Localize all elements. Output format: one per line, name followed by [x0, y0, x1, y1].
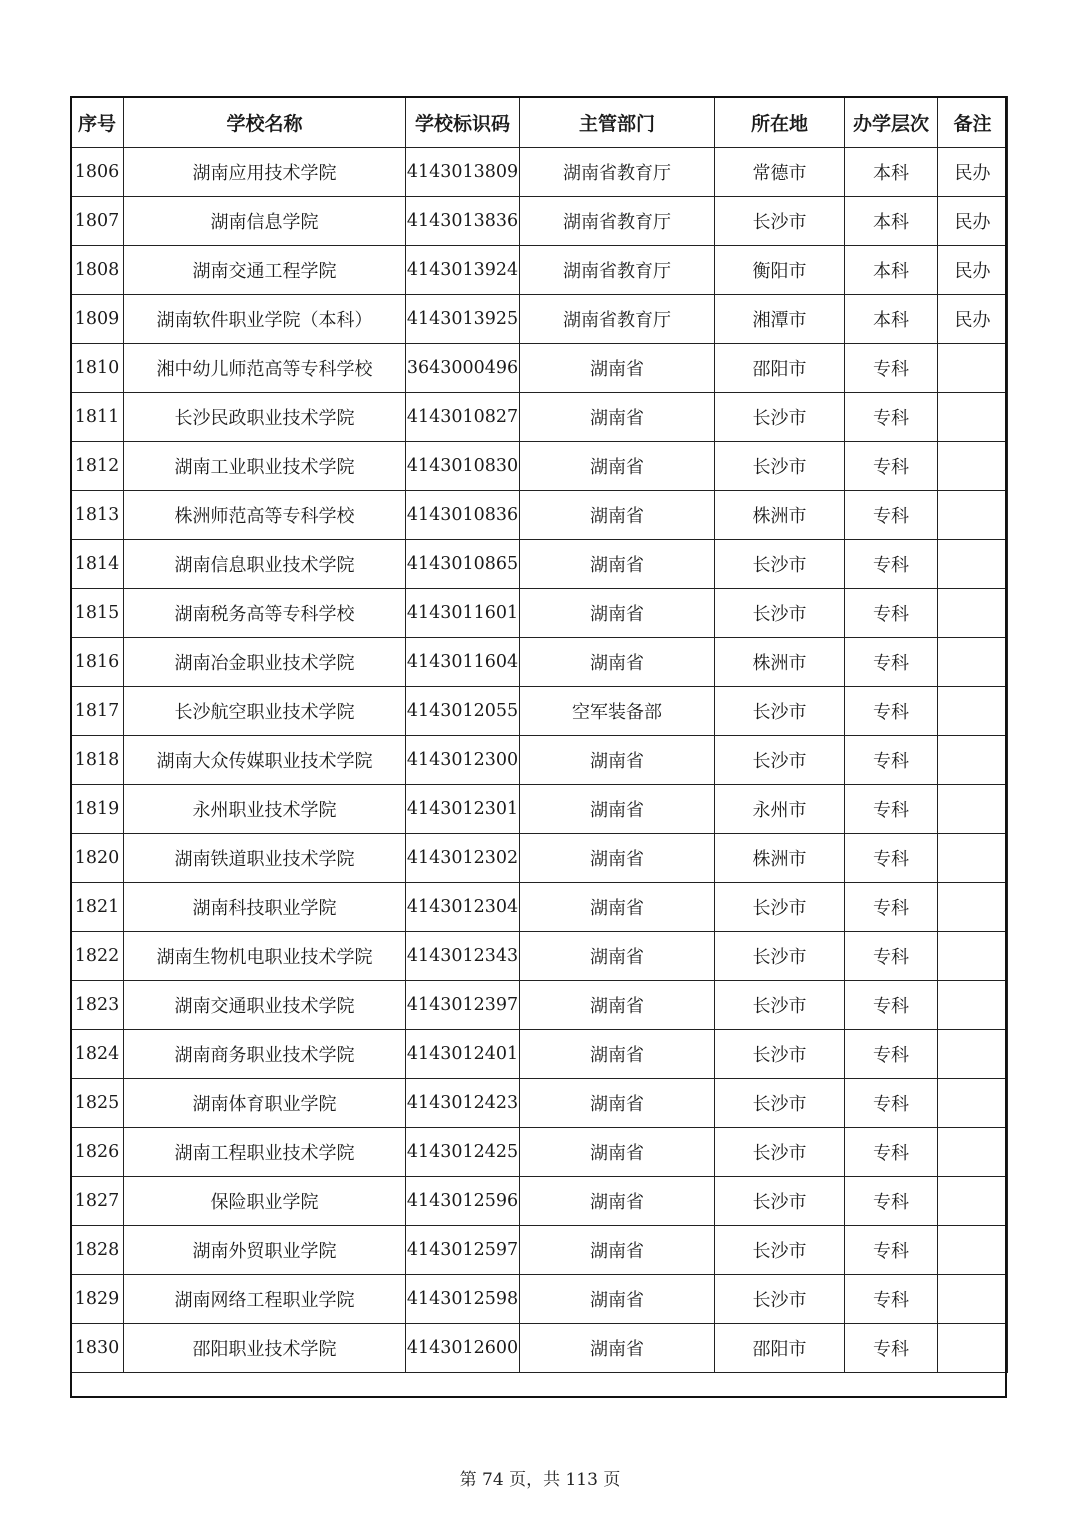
school-code-cell: 4143013836	[406, 197, 520, 246]
remark-cell: 民办	[938, 295, 1008, 344]
remark-cell	[938, 883, 1008, 932]
school-code-cell: 4143012301	[406, 785, 520, 834]
school-code-cell: 4143013924	[406, 246, 520, 295]
header-remark: 备注	[938, 97, 1008, 148]
seq-cell: 1813	[71, 491, 124, 540]
school-name-cell: 湖南工程职业技术学院	[124, 1128, 406, 1177]
header-level: 办学层次	[845, 97, 938, 148]
school-name-cell: 保险职业学院	[124, 1177, 406, 1226]
location-cell: 长沙市	[715, 442, 845, 491]
seq-cell: 1811	[71, 393, 124, 442]
school-code-cell: 4143012343	[406, 932, 520, 981]
location-cell: 长沙市	[715, 540, 845, 589]
seq-cell: 1826	[71, 1128, 124, 1177]
table-row	[71, 981, 1008, 1030]
remark-cell	[938, 687, 1008, 736]
department-cell: 湖南省	[520, 981, 715, 1030]
school-code-cell: 4143012597	[406, 1226, 520, 1275]
department-cell: 湖南省	[520, 932, 715, 981]
level-cell: 专科	[845, 1177, 938, 1226]
remark-cell	[938, 981, 1008, 1030]
remark-cell	[938, 491, 1008, 540]
seq-cell: 1830	[71, 1324, 124, 1373]
table-row	[71, 246, 1008, 295]
remark-cell	[938, 442, 1008, 491]
seq-cell: 1810	[71, 344, 124, 393]
level-cell: 专科	[845, 442, 938, 491]
department-cell: 湖南省教育厅	[520, 246, 715, 295]
department-cell: 湖南省	[520, 540, 715, 589]
school-code-cell: 4143012304	[406, 883, 520, 932]
remark-cell	[938, 1079, 1008, 1128]
seq-cell: 1829	[71, 1275, 124, 1324]
location-cell: 长沙市	[715, 197, 845, 246]
seq-cell: 1818	[71, 736, 124, 785]
table-row	[71, 540, 1008, 589]
department-cell: 湖南省	[520, 344, 715, 393]
location-cell: 邵阳市	[715, 344, 845, 393]
department-cell: 湖南省	[520, 834, 715, 883]
school-list-table	[70, 96, 1008, 1373]
department-cell: 湖南省教育厅	[520, 295, 715, 344]
school-name-cell: 湖南税务高等专科学校	[124, 589, 406, 638]
seq-cell: 1807	[71, 197, 124, 246]
seq-cell: 1820	[71, 834, 124, 883]
level-cell: 专科	[845, 932, 938, 981]
table-row	[71, 1030, 1008, 1079]
level-cell: 专科	[845, 540, 938, 589]
location-cell: 永州市	[715, 785, 845, 834]
level-cell: 专科	[845, 1128, 938, 1177]
table-row	[71, 1226, 1008, 1275]
seq-cell: 1825	[71, 1079, 124, 1128]
school-code-cell: 4143012397	[406, 981, 520, 1030]
department-cell: 湖南省教育厅	[520, 148, 715, 197]
department-cell: 湖南省	[520, 442, 715, 491]
department-cell: 湖南省	[520, 491, 715, 540]
table-row	[71, 785, 1008, 834]
location-cell: 长沙市	[715, 932, 845, 981]
level-cell: 专科	[845, 393, 938, 442]
table-row	[71, 442, 1008, 491]
school-name-cell: 湖南交通职业技术学院	[124, 981, 406, 1030]
school-name-cell: 湖南信息职业技术学院	[124, 540, 406, 589]
school-name-cell: 湖南科技职业学院	[124, 883, 406, 932]
school-name-cell: 湖南信息学院	[124, 197, 406, 246]
location-cell: 长沙市	[715, 687, 845, 736]
school-code-cell: 4143011604	[406, 638, 520, 687]
table-row	[71, 491, 1008, 540]
school-name-cell: 湖南大众传媒职业技术学院	[124, 736, 406, 785]
school-name-cell: 湖南生物机电职业技术学院	[124, 932, 406, 981]
department-cell: 湖南省	[520, 1275, 715, 1324]
school-code-cell: 4143010830	[406, 442, 520, 491]
level-cell: 本科	[845, 148, 938, 197]
remark-cell	[938, 785, 1008, 834]
department-cell: 湖南省教育厅	[520, 197, 715, 246]
department-cell: 湖南省	[520, 638, 715, 687]
level-cell: 本科	[845, 295, 938, 344]
school-code-cell: 4143010827	[406, 393, 520, 442]
location-cell: 长沙市	[715, 1275, 845, 1324]
school-name-cell: 湖南工业职业技术学院	[124, 442, 406, 491]
table-row	[71, 344, 1008, 393]
school-code-cell: 4143011601	[406, 589, 520, 638]
seq-cell: 1815	[71, 589, 124, 638]
seq-cell: 1824	[71, 1030, 124, 1079]
header-location: 所在地	[715, 97, 845, 148]
page-number: 第 74 页，共 113 页	[459, 1470, 621, 1490]
table-row	[71, 1324, 1008, 1373]
seq-cell: 1817	[71, 687, 124, 736]
department-cell: 湖南省	[520, 1226, 715, 1275]
location-cell: 长沙市	[715, 589, 845, 638]
location-cell: 常德市	[715, 148, 845, 197]
school-code-cell: 4143012055	[406, 687, 520, 736]
level-cell: 专科	[845, 1324, 938, 1373]
table-row	[71, 687, 1008, 736]
location-cell: 长沙市	[715, 736, 845, 785]
level-cell: 本科	[845, 246, 938, 295]
school-code-cell: 4143012401	[406, 1030, 520, 1079]
school-name-cell: 长沙航空职业技术学院	[124, 687, 406, 736]
location-cell: 长沙市	[715, 981, 845, 1030]
school-code-cell: 4143012600	[406, 1324, 520, 1373]
level-cell: 专科	[845, 491, 938, 540]
seq-cell: 1816	[71, 638, 124, 687]
seq-cell: 1823	[71, 981, 124, 1030]
level-cell: 专科	[845, 1030, 938, 1079]
table-row	[71, 834, 1008, 883]
department-cell: 湖南省	[520, 1079, 715, 1128]
seq-cell: 1827	[71, 1177, 124, 1226]
table-row	[71, 932, 1008, 981]
level-cell: 专科	[845, 834, 938, 883]
school-name-cell: 永州职业技术学院	[124, 785, 406, 834]
header-school-code: 学校标识码	[406, 97, 520, 148]
remark-cell	[938, 638, 1008, 687]
remark-cell	[938, 932, 1008, 981]
remark-cell: 民办	[938, 197, 1008, 246]
school-name-cell: 湘中幼儿师范高等专科学校	[124, 344, 406, 393]
table-row	[71, 197, 1008, 246]
header-seq: 序号	[71, 97, 124, 148]
level-cell: 专科	[845, 736, 938, 785]
remark-cell	[938, 589, 1008, 638]
school-name-cell: 邵阳职业技术学院	[124, 1324, 406, 1373]
location-cell: 湘潭市	[715, 295, 845, 344]
school-code-cell: 4143012300	[406, 736, 520, 785]
remark-cell	[938, 1128, 1008, 1177]
remark-cell	[938, 1226, 1008, 1275]
school-code-cell: 4143010865	[406, 540, 520, 589]
table-header-row	[71, 97, 1008, 148]
school-code-cell: 3643000496	[406, 344, 520, 393]
location-cell: 邵阳市	[715, 1324, 845, 1373]
remark-cell	[938, 1030, 1008, 1079]
remark-cell	[938, 834, 1008, 883]
table-row	[71, 589, 1008, 638]
table-row	[71, 393, 1008, 442]
department-cell: 湖南省	[520, 589, 715, 638]
remark-cell	[938, 393, 1008, 442]
remark-cell	[938, 1275, 1008, 1324]
school-name-cell: 湖南体育职业学院	[124, 1079, 406, 1128]
school-code-cell: 4143012302	[406, 834, 520, 883]
location-cell: 长沙市	[715, 393, 845, 442]
table-row	[71, 1079, 1008, 1128]
location-cell: 株洲市	[715, 834, 845, 883]
location-cell: 长沙市	[715, 1177, 845, 1226]
school-name-cell: 株洲师范高等专科学校	[124, 491, 406, 540]
remark-cell	[938, 344, 1008, 393]
table-row	[71, 736, 1008, 785]
location-cell: 株洲市	[715, 638, 845, 687]
level-cell: 专科	[845, 883, 938, 932]
school-name-cell: 湖南铁道职业技术学院	[124, 834, 406, 883]
school-name-cell: 湖南交通工程学院	[124, 246, 406, 295]
department-cell: 湖南省	[520, 393, 715, 442]
seq-cell: 1828	[71, 1226, 124, 1275]
school-name-cell: 湖南软件职业学院（本科）	[124, 295, 406, 344]
department-cell: 空军装备部	[520, 687, 715, 736]
school-name-cell: 湖南应用技术学院	[124, 148, 406, 197]
seq-cell: 1812	[71, 442, 124, 491]
department-cell: 湖南省	[520, 1177, 715, 1226]
seq-cell: 1822	[71, 932, 124, 981]
level-cell: 专科	[845, 1079, 938, 1128]
remark-cell	[938, 1177, 1008, 1226]
level-cell: 专科	[845, 1226, 938, 1275]
department-cell: 湖南省	[520, 1128, 715, 1177]
school-name-cell: 长沙民政职业技术学院	[124, 393, 406, 442]
location-cell: 长沙市	[715, 883, 845, 932]
level-cell: 专科	[845, 687, 938, 736]
department-cell: 湖南省	[520, 1030, 715, 1079]
department-cell: 湖南省	[520, 883, 715, 932]
table-row	[71, 1177, 1008, 1226]
seq-cell: 1808	[71, 246, 124, 295]
location-cell: 株洲市	[715, 491, 845, 540]
level-cell: 专科	[845, 344, 938, 393]
school-code-cell: 4143012596	[406, 1177, 520, 1226]
school-code-cell: 4143012423	[406, 1079, 520, 1128]
remark-cell: 民办	[938, 246, 1008, 295]
table-row	[71, 295, 1008, 344]
remark-cell	[938, 1324, 1008, 1373]
school-name-cell: 湖南商务职业技术学院	[124, 1030, 406, 1079]
school-name-cell: 湖南网络工程职业学院	[124, 1275, 406, 1324]
remark-cell	[938, 540, 1008, 589]
location-cell: 长沙市	[715, 1079, 845, 1128]
seq-cell: 1814	[71, 540, 124, 589]
header-department: 主管部门	[520, 97, 715, 148]
seq-cell: 1806	[71, 148, 124, 197]
school-name-cell: 湖南冶金职业技术学院	[124, 638, 406, 687]
school-code-cell: 4143012425	[406, 1128, 520, 1177]
table-row	[71, 883, 1008, 932]
table-row	[71, 148, 1008, 197]
location-cell: 长沙市	[715, 1226, 845, 1275]
level-cell: 专科	[845, 638, 938, 687]
table-row	[71, 638, 1008, 687]
department-cell: 湖南省	[520, 785, 715, 834]
table-row	[71, 1275, 1008, 1324]
seq-cell: 1821	[71, 883, 124, 932]
department-cell: 湖南省	[520, 1324, 715, 1373]
remark-cell	[938, 736, 1008, 785]
level-cell: 专科	[845, 1275, 938, 1324]
level-cell: 本科	[845, 197, 938, 246]
level-cell: 专科	[845, 785, 938, 834]
location-cell: 长沙市	[715, 1030, 845, 1079]
school-code-cell: 4143012598	[406, 1275, 520, 1324]
header-school-name: 学校名称	[124, 97, 406, 148]
school-code-cell: 4143013809	[406, 148, 520, 197]
level-cell: 专科	[845, 981, 938, 1030]
level-cell: 专科	[845, 589, 938, 638]
location-cell: 衡阳市	[715, 246, 845, 295]
seq-cell: 1819	[71, 785, 124, 834]
school-code-cell: 4143013925	[406, 295, 520, 344]
table-body	[71, 148, 1008, 1373]
remark-cell: 民办	[938, 148, 1008, 197]
location-cell: 长沙市	[715, 1128, 845, 1177]
school-name-cell: 湖南外贸职业学院	[124, 1226, 406, 1275]
table-row	[71, 1128, 1008, 1177]
department-cell: 湖南省	[520, 736, 715, 785]
seq-cell: 1809	[71, 295, 124, 344]
school-code-cell: 4143010836	[406, 491, 520, 540]
